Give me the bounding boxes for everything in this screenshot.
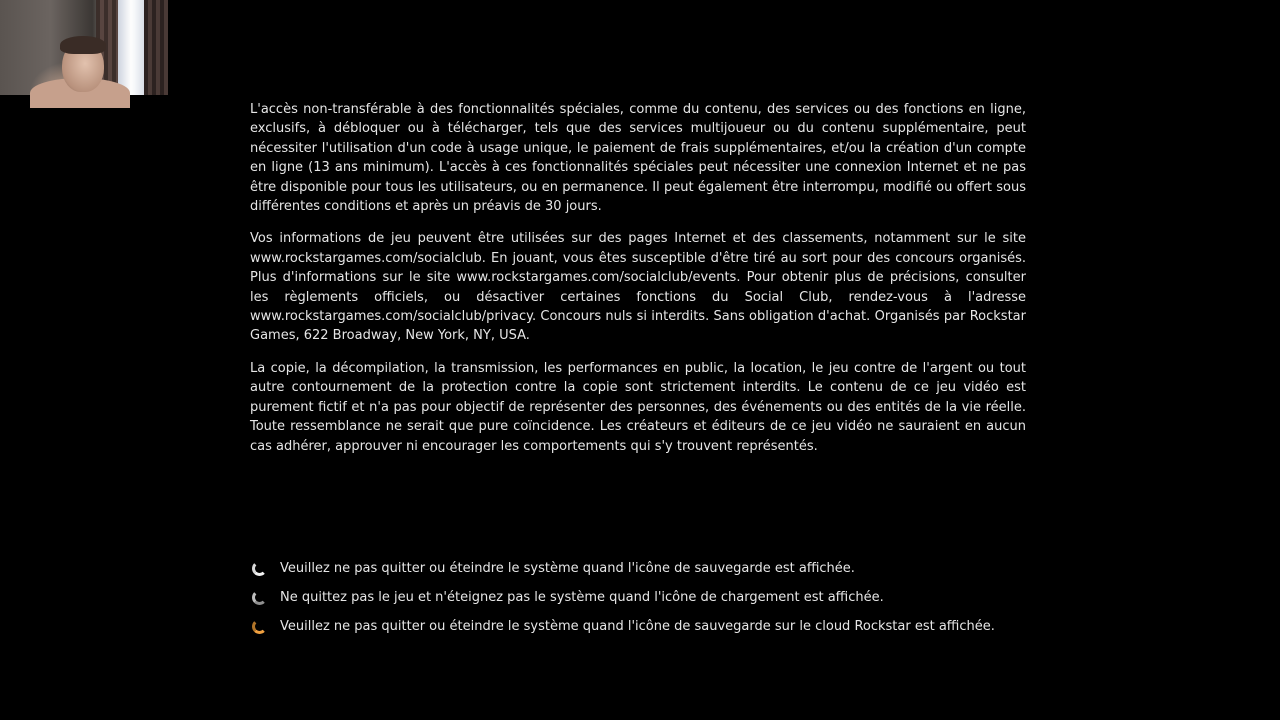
notice-loading-text: Ne quittez pas le jeu et n'éteignez pas le système quand l'icône de chargement est affichée. — [280, 590, 884, 605]
notice-cloud-save — [250, 612, 1050, 641]
legal-paragraph-social-club: Vos informations de jeu peuvent être utilisées sur des pages Internet et des classements, notamment sur le site www.rockstargames.com/socialclub. En jouant, vous êtes susceptible d'être tiré au sort pour des concours organisés. Plus d'informations sur le site www.rockstargames.com/socialclub/events. Pour obtenir plus de précisions, consulter les règlements officiels, ou désactiver certaines fonctions du Social Club, rendez-vous à l'adresse www.rockstargames.com/socialclub/privacy. Concours nuls si interdits. Sans obligation d'achat. Organisés par Rockstar Games, 622 Broadway, New York, NY, USA. — [250, 231, 1026, 344]
notice-loading — [250, 583, 1050, 612]
legal-paragraph-online-features: L'accès non-transférable à des fonctionnalités spéciales, comme du contenu, des services ou des fonctions en ligne, exclusifs, à débloquer ou à télécharger, tels que des services multijoueur ou du contenu supplémentaire, peut nécessiter l'utilisation d'un code à usage unique, le paiement de frais supplémentaires, et/ou la création d'un compte en ligne (13 ans minimum). L'accès à ces fonctionnalités spéciales peut nécessiter une connexion Internet et ne pas être disponible pour tous les utilisateurs, ou en permanence. Il peut également être interrompu, modifié ou offert sous différentes conditions et après un préavis de 30 jours. — [250, 102, 1026, 215]
save-warning-list — [250, 554, 1050, 641]
notice-save — [250, 554, 1050, 583]
person-hair — [60, 36, 106, 54]
legal-paragraph-copy-protection: La copie, la décompilation, la transmission, les performances en public, la location, le jeu contre de l'argent ou tout autre contournement de la protection contre la copie sont strictement interdits. Le contenu de ce jeu vidéo est purement fictif et n'a pas pour objectif de représenter des personnes, des événements ou des entités de la vie réelle. Toute ressemblance ne serait que pure coïncidence. Les créateurs et éditeurs de ce jeu vidéo ne sauraient en aucun cas adhérer, approuver ni encourager les comportements qui s'y trouvent représentés. — [250, 360, 1026, 454]
loading-spinner-icon — [252, 590, 267, 605]
cloud-save-spinner-icon — [252, 619, 267, 634]
notice-cloud-save-text: Veuillez ne pas quitter ou éteindre le système quand l'icône de sauvegarde sur le cloud Rockstar est affichée. — [280, 619, 995, 634]
notice-save-text: Veuillez ne pas quitter ou éteindre le système quand l'icône de sauvegarde est affichée. — [280, 561, 855, 576]
webcam-overlay — [0, 0, 168, 95]
window-light — [118, 0, 144, 95]
save-spinner-icon — [252, 561, 267, 576]
legal-notice — [250, 100, 1026, 469]
curtain-right — [144, 0, 168, 95]
